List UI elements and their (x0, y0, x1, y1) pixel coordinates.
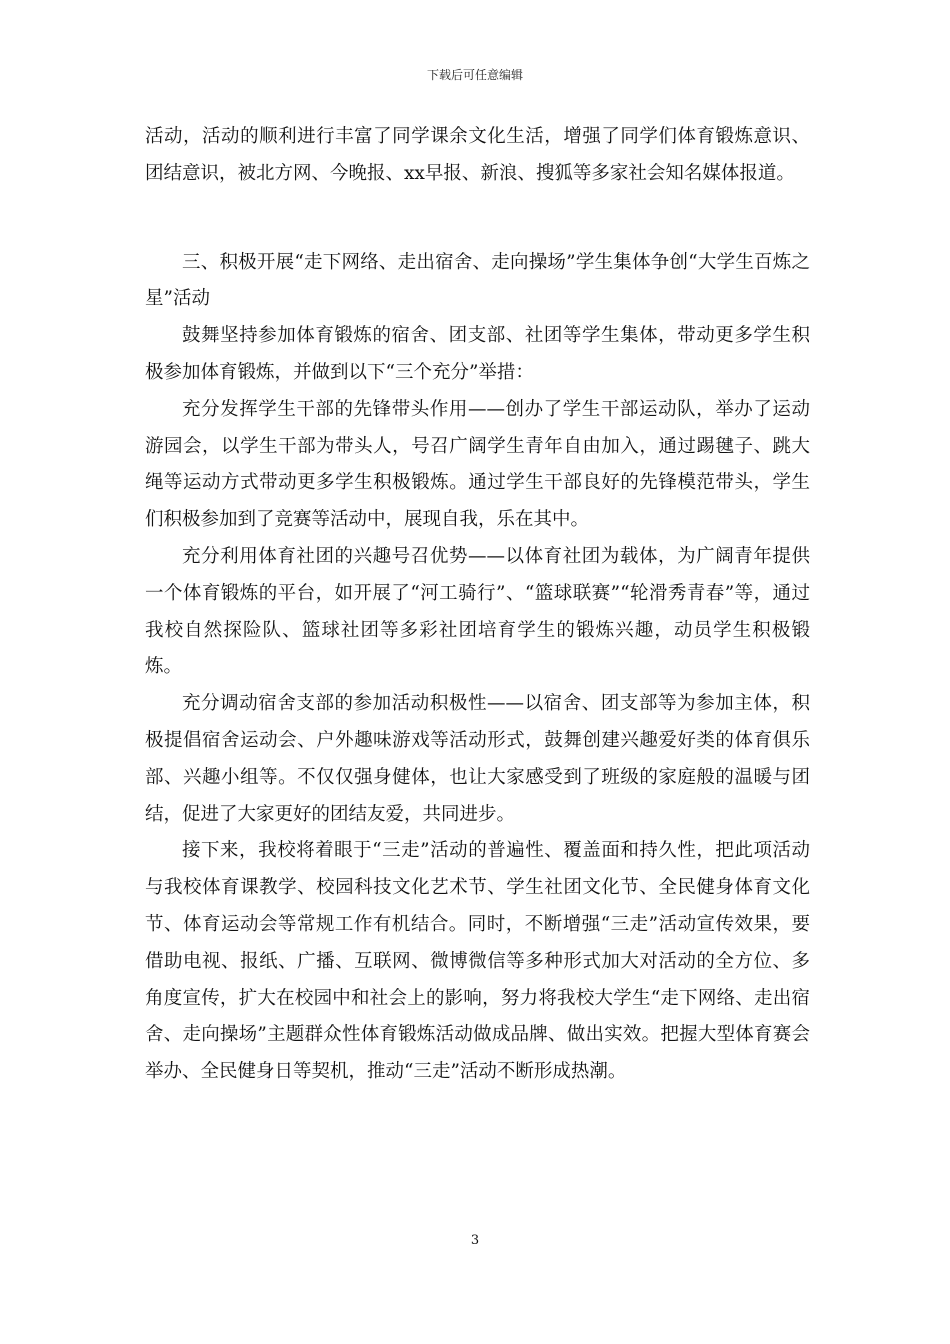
paragraph-next-steps: 接下来，我校将着眼于“三走”活动的普遍性、覆盖面和持久性，把此项活动与我校体育课教学、校园科技文化艺术节、学生社团文化节、全民健身体育文化节、体育运动会等常规工作有机结合。同时，不断增强“三走”活动宣传效果，要借助电视、报纸、广播、互联网、微博微信等多种形式加大对活动的全方位、多角度宣传，扩大在校园中和社会上的影响，努力将我校大学生“走下网络、走出宿舍、走向操场”主题群众性体育锻炼活动做成品牌、做出实效。把握大型体育赛会举办、全民健身日等契机，推动“三走”活动不断形成热潮。 (145, 840, 810, 1083)
paragraph-encourage: 鼓舞坚持参加体育锻炼的宿舍、团支部、社团等学生集体，带动更多学生积极参加体育锻炼，并做到以下“三个充分”举措： (145, 325, 810, 383)
paragraph-student-leaders: 充分发挥学生干部的先锋带头作用——创办了学生干部运动队，举办了运动游园会，以学生干部为带头人，号召广阔学生青年自由加入，通过踢毽子、跳大绳等运动方式带动更多学生积极锻炼。通过学生干部良好的先锋模范带头，学生们积极参加到了竞赛等活动中，展现自我，乐在其中。 (145, 398, 810, 531)
paragraph-activity-continuation: 活动，活动的顺利进行丰富了同学课余文化生活，增强了同学们体育锻炼意识、团结意识，被北方网、今晚报、xx早报、新浪、搜狐等多家社会知名媒体报道。 (145, 126, 810, 184)
page-number: 3 (470, 1233, 480, 1248)
paragraph-dormitory: 充分调动宿舍支部的参加活动积极性——以宿舍、团支部等为参加主体，积极提倡宿舍运动会、户外趣味游戏等活动形式，鼓舞创建兴趣爱好类的体育俱乐部、兴趣小组等。不仅仅强身健体，也让大家感受到了班级的家庭般的温暖与团结，促进了大家更好的团结友爱，共同进步。 (145, 693, 810, 825)
document-body (145, 119, 810, 1091)
paragraph-gap (145, 193, 810, 245)
page-header: 下载后可任意编辑 (426, 68, 523, 82)
section-heading-three: 三、积极开展“走下网络、走出宿舍、走向操场”学生集体争创“大学生百炼之星”活动 (145, 251, 810, 310)
paragraph-sports-clubs: 充分利用体育社团的兴趣号召优势——以体育社团为载体，为广阔青年提供一个体育锻炼的平台，如开展了“河工骑行”、“篮球联赛”“轮滑秀青春”等，通过我校自然探险队、篮球社团等多彩社团培育学生的锻炼兴趣，动员学生积极锻炼。 (145, 545, 810, 678)
